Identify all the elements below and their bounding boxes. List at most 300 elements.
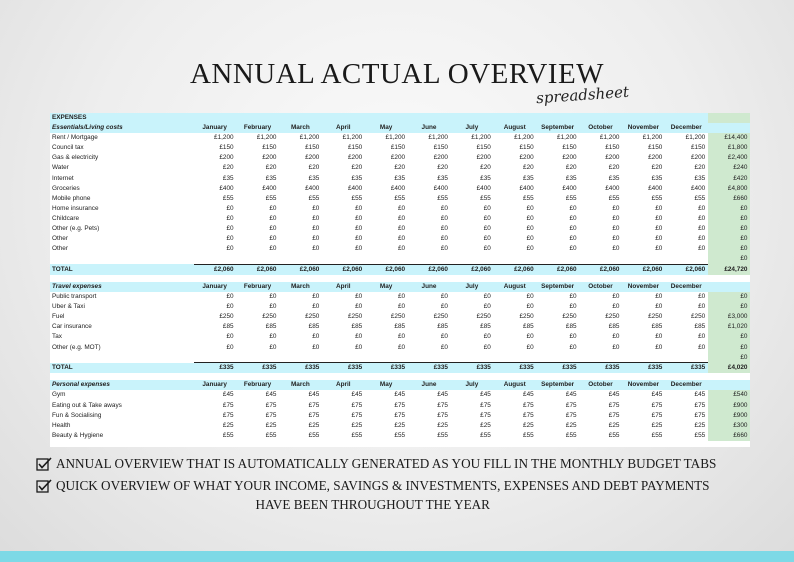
value-cell[interactable]: £25	[480, 421, 491, 429]
value-cell[interactable]: £0	[269, 204, 277, 212]
value-cell[interactable]: £75	[694, 401, 706, 409]
value-cell[interactable]: £1,200	[557, 134, 577, 142]
value-cell[interactable]: £0	[483, 225, 491, 233]
value-cell[interactable]: £0	[698, 214, 706, 222]
value-cell[interactable]: £25	[308, 421, 320, 429]
value-cell[interactable]: £35	[308, 174, 320, 182]
value-cell[interactable]: £0	[312, 303, 320, 311]
value-cell[interactable]: £0	[526, 293, 534, 301]
value-cell[interactable]: £25	[694, 421, 706, 429]
value-cell[interactable]: £20	[437, 164, 448, 172]
value-cell[interactable]: £75	[308, 411, 320, 419]
value-cell[interactable]: £150	[305, 144, 320, 152]
value-cell[interactable]: £0	[397, 333, 406, 341]
value-cell[interactable]: £20	[308, 164, 320, 172]
value-cell[interactable]: £250	[648, 313, 663, 321]
value-cell[interactable]: £20	[394, 164, 406, 172]
value-cell[interactable]: £0	[569, 303, 577, 311]
value-cell[interactable]: £55	[480, 194, 491, 202]
value-cell[interactable]: £0	[440, 214, 448, 222]
value-cell[interactable]: £0	[269, 293, 277, 301]
value-cell[interactable]	[365, 353, 408, 363]
value-cell[interactable]: £35	[394, 174, 406, 182]
value-cell[interactable]: £55	[437, 194, 448, 202]
value-cell[interactable]: £0	[355, 245, 363, 253]
value-cell[interactable]: £0	[612, 245, 620, 253]
value-cell[interactable]: £200	[390, 154, 406, 162]
value-cell[interactable]	[194, 254, 237, 264]
value-cell[interactable]: £400	[219, 184, 234, 192]
value-cell[interactable]	[451, 353, 494, 363]
value-cell[interactable]: £0	[698, 245, 706, 253]
value-cell[interactable]: £85	[394, 323, 406, 331]
value-cell[interactable]	[580, 254, 623, 264]
value-cell[interactable]: £150	[648, 144, 663, 152]
value-cell[interactable]: £0	[612, 333, 620, 341]
value-cell[interactable]: £35	[694, 174, 706, 182]
value-cell[interactable]: £1,200	[599, 134, 620, 142]
value-cell[interactable]: £0	[312, 293, 320, 301]
value-cell[interactable]: £150	[347, 144, 363, 152]
value-cell[interactable]: £0	[483, 214, 491, 222]
value-cell[interactable]: £0	[269, 225, 277, 233]
value-cell[interactable]: £75	[480, 401, 491, 409]
value-cell[interactable]: £75	[523, 411, 534, 419]
value-cell[interactable]: £200	[519, 154, 534, 162]
value-cell[interactable]: £0	[312, 204, 320, 212]
value-cell[interactable]: £75	[222, 411, 234, 419]
value-cell[interactable]: £85	[222, 323, 234, 331]
value-cell[interactable]: £250	[433, 313, 448, 321]
value-cell[interactable]: £35	[437, 174, 448, 182]
value-cell[interactable]: £55	[351, 194, 363, 202]
value-cell[interactable]: £35	[608, 174, 620, 182]
value-cell[interactable]: £0	[397, 343, 406, 351]
value-cell[interactable]	[322, 353, 365, 363]
value-cell[interactable]: £0	[312, 214, 320, 222]
value-cell[interactable]: £200	[219, 154, 234, 162]
value-cell[interactable]: £0	[569, 333, 577, 341]
value-cell[interactable]: £75	[437, 411, 448, 419]
value-cell[interactable]: £0	[397, 293, 406, 301]
value-cell[interactable]: £0	[612, 293, 620, 301]
value-cell[interactable]: £250	[476, 313, 491, 321]
value-cell[interactable]	[322, 254, 365, 264]
value-cell[interactable]: £85	[351, 323, 363, 331]
value-cell[interactable]: £25	[222, 421, 234, 429]
value-cell[interactable]: £0	[612, 235, 620, 243]
value-cell[interactable]: £0	[226, 333, 234, 341]
value-cell[interactable]: £0	[612, 204, 620, 212]
value-cell[interactable]: £0	[269, 245, 277, 253]
value-cell[interactable]	[408, 353, 451, 363]
value-cell[interactable]: £0	[269, 214, 277, 222]
value-cell[interactable]: £55	[565, 194, 577, 202]
value-cell[interactable]: £55	[437, 431, 448, 439]
value-cell[interactable]: £35	[651, 174, 663, 182]
value-cell[interactable]: £35	[265, 174, 277, 182]
value-cell[interactable]: £0	[312, 333, 320, 341]
value-cell[interactable]: £75	[565, 401, 577, 409]
value-cell[interactable]: £1,200	[514, 134, 534, 142]
value-cell[interactable]: £55	[694, 194, 706, 202]
value-cell[interactable]	[237, 254, 280, 264]
value-cell[interactable]: £0	[397, 225, 406, 233]
value-cell[interactable]: £0	[440, 333, 448, 341]
value-cell[interactable]: £25	[265, 421, 277, 429]
value-cell[interactable]: £20	[351, 164, 363, 172]
value-cell[interactable]: £150	[219, 144, 234, 152]
value-cell[interactable]: £35	[480, 174, 491, 182]
value-cell[interactable]: £45	[480, 391, 491, 399]
value-cell[interactable]: £25	[565, 421, 577, 429]
value-cell[interactable]: £0	[612, 225, 620, 233]
value-cell[interactable]: £0	[312, 343, 320, 351]
value-cell[interactable]: £85	[694, 323, 706, 331]
value-cell[interactable]: £400	[347, 184, 363, 192]
value-cell[interactable]: £0	[655, 235, 663, 243]
value-cell[interactable]: £75	[565, 411, 577, 419]
value-cell[interactable]: £55	[608, 194, 620, 202]
value-cell[interactable]: £55	[222, 194, 234, 202]
value-cell[interactable]: £0	[226, 225, 234, 233]
value-cell[interactable]: £20	[523, 164, 534, 172]
value-cell[interactable]	[194, 353, 237, 363]
value-cell[interactable]	[408, 254, 451, 264]
value-cell[interactable]: £0	[355, 214, 363, 222]
value-cell[interactable]: £0	[397, 214, 406, 222]
value-cell[interactable]: £400	[476, 184, 491, 192]
value-cell[interactable]: £0	[226, 293, 234, 301]
value-cell[interactable]: £0	[483, 235, 491, 243]
value-cell[interactable]: £0	[526, 214, 534, 222]
value-cell[interactable]: £250	[305, 313, 320, 321]
value-cell[interactable]: £55	[308, 194, 320, 202]
value-cell[interactable]: £35	[351, 174, 363, 182]
value-cell[interactable]: £400	[519, 184, 534, 192]
value-cell[interactable]: £85	[608, 323, 620, 331]
value-cell[interactable]: £150	[690, 144, 706, 152]
value-cell[interactable]: £150	[476, 144, 491, 152]
value-cell[interactable]: £55	[694, 431, 706, 439]
value-cell[interactable]	[279, 254, 322, 264]
value-cell[interactable]: £1,200	[342, 134, 363, 142]
value-cell[interactable]: £0	[526, 235, 534, 243]
value-cell[interactable]: £75	[351, 411, 363, 419]
value-cell[interactable]: £0	[569, 343, 577, 351]
value-cell[interactable]: £0	[483, 204, 491, 212]
value-cell[interactable]: £200	[562, 154, 577, 162]
value-cell[interactable]: £200	[433, 154, 448, 162]
value-cell[interactable]: £250	[262, 313, 277, 321]
value-cell[interactable]: £20	[565, 164, 577, 172]
value-cell[interactable]: £0	[355, 343, 363, 351]
value-cell[interactable]: £25	[437, 421, 448, 429]
value-cell[interactable]: £150	[519, 144, 534, 152]
value-cell[interactable]: £20	[265, 164, 277, 172]
value-cell[interactable]	[279, 353, 322, 363]
value-cell[interactable]: £0	[698, 225, 706, 233]
value-cell[interactable]: £0	[698, 333, 706, 341]
value-cell[interactable]: £55	[351, 431, 363, 439]
value-cell[interactable]: £20	[608, 164, 620, 172]
value-cell[interactable]: £200	[690, 154, 706, 162]
value-cell[interactable]: £0	[440, 303, 448, 311]
value-cell[interactable]: £0	[355, 333, 363, 341]
value-cell[interactable]: £55	[565, 431, 577, 439]
value-cell[interactable]: £0	[612, 214, 620, 222]
value-cell[interactable]: £0	[440, 343, 448, 351]
value-cell[interactable]: £0	[483, 343, 491, 351]
value-cell[interactable]: £0	[269, 333, 277, 341]
value-cell[interactable]: £25	[394, 421, 406, 429]
value-cell[interactable]: £75	[523, 401, 534, 409]
value-cell[interactable]: £20	[480, 164, 491, 172]
value-cell[interactable]: £85	[480, 323, 491, 331]
value-cell[interactable]: £75	[394, 411, 406, 419]
value-cell[interactable]: £25	[351, 421, 363, 429]
value-cell[interactable]: £0	[698, 303, 706, 311]
value-cell[interactable]: £55	[608, 431, 620, 439]
value-cell[interactable]	[237, 353, 280, 363]
value-cell[interactable]: £75	[480, 411, 491, 419]
value-cell[interactable]: £150	[562, 144, 577, 152]
value-cell[interactable]: £1,200	[685, 134, 706, 142]
value-cell[interactable]: £20	[222, 164, 234, 172]
value-cell[interactable]: £200	[605, 154, 620, 162]
value-cell[interactable]: £0	[526, 343, 534, 351]
value-cell[interactable]	[622, 254, 665, 264]
value-cell[interactable]: £400	[690, 184, 706, 192]
value-cell[interactable]: £0	[655, 333, 663, 341]
value-cell[interactable]: £75	[265, 401, 277, 409]
value-cell[interactable]: £0	[698, 235, 706, 243]
value-cell[interactable]: £75	[351, 401, 363, 409]
value-cell[interactable]: £0	[655, 245, 663, 253]
value-cell[interactable]: £85	[523, 323, 534, 331]
value-cell[interactable]: £55	[394, 431, 406, 439]
value-cell[interactable]	[665, 254, 708, 264]
value-cell[interactable]: £0	[483, 293, 491, 301]
value-cell[interactable]: £45	[651, 391, 663, 399]
value-cell[interactable]: £0	[440, 204, 448, 212]
value-cell[interactable]: £75	[437, 401, 448, 409]
value-cell[interactable]: £0	[569, 245, 577, 253]
value-cell[interactable]: £0	[397, 303, 406, 311]
value-cell[interactable]: £0	[698, 293, 706, 301]
value-cell[interactable]: £75	[651, 411, 663, 419]
value-cell[interactable]: £0	[440, 235, 448, 243]
value-cell[interactable]: £55	[265, 431, 277, 439]
value-cell[interactable]: £45	[565, 391, 577, 399]
value-cell[interactable]: £1,200	[299, 134, 320, 142]
value-cell[interactable]: £400	[262, 184, 277, 192]
value-cell[interactable]: £200	[347, 154, 363, 162]
value-cell[interactable]: £0	[612, 343, 620, 351]
value-cell[interactable]: £0	[698, 204, 706, 212]
value-cell[interactable]: £250	[219, 313, 234, 321]
value-cell[interactable]: £200	[305, 154, 320, 162]
value-cell[interactable]: £250	[390, 313, 406, 321]
value-cell[interactable]: £250	[690, 313, 706, 321]
value-cell[interactable]: £55	[394, 194, 406, 202]
value-cell[interactable]: £0	[655, 214, 663, 222]
value-cell[interactable]: £25	[651, 421, 663, 429]
value-cell[interactable]: £0	[226, 214, 234, 222]
value-cell[interactable]: £45	[523, 391, 534, 399]
value-cell[interactable]: £75	[265, 411, 277, 419]
value-cell[interactable]: £75	[222, 401, 234, 409]
value-cell[interactable]: £0	[569, 204, 577, 212]
value-cell[interactable]: £75	[608, 401, 620, 409]
value-cell[interactable]: £250	[562, 313, 577, 321]
value-cell[interactable]	[537, 254, 580, 264]
value-cell[interactable]: £200	[476, 154, 491, 162]
value-cell[interactable]: £0	[526, 303, 534, 311]
value-cell[interactable]: £0	[397, 235, 406, 243]
value-cell[interactable]: £0	[226, 343, 234, 351]
value-cell[interactable]: £400	[605, 184, 620, 192]
value-cell[interactable]	[665, 353, 708, 363]
value-cell[interactable]	[494, 353, 537, 363]
value-cell[interactable]: £0	[569, 225, 577, 233]
value-cell[interactable]: £0	[526, 225, 534, 233]
value-cell[interactable]: £35	[222, 174, 234, 182]
value-cell[interactable]: £0	[655, 225, 663, 233]
value-cell[interactable]: £0	[698, 343, 706, 351]
value-cell[interactable]: £45	[394, 391, 406, 399]
value-cell[interactable]	[580, 353, 623, 363]
value-cell[interactable]: £150	[262, 144, 277, 152]
value-cell[interactable]: £55	[651, 431, 663, 439]
value-cell[interactable]	[494, 254, 537, 264]
value-cell[interactable]: £55	[480, 431, 491, 439]
value-cell[interactable]: £0	[269, 303, 277, 311]
value-cell[interactable]: £200	[648, 154, 663, 162]
value-cell[interactable]: £20	[694, 164, 706, 172]
value-cell[interactable]: £1,200	[428, 134, 448, 142]
value-cell[interactable]: £0	[226, 235, 234, 243]
value-cell[interactable]: £25	[523, 421, 534, 429]
value-cell[interactable]: £35	[523, 174, 534, 182]
value-cell[interactable]: £0	[483, 303, 491, 311]
value-cell[interactable]	[537, 353, 580, 363]
value-cell[interactable]: £0	[312, 225, 320, 233]
value-cell[interactable]: £0	[269, 343, 277, 351]
value-cell[interactable]: £85	[565, 323, 577, 331]
value-cell[interactable]: £1,200	[214, 134, 234, 142]
value-cell[interactable]: £400	[648, 184, 663, 192]
value-cell[interactable]: £0	[312, 235, 320, 243]
value-cell[interactable]: £1,200	[642, 134, 663, 142]
value-cell[interactable]: £0	[397, 245, 406, 253]
value-cell[interactable]: £20	[651, 164, 663, 172]
value-cell[interactable]: £400	[562, 184, 577, 192]
value-cell[interactable]: £0	[355, 303, 363, 311]
value-cell[interactable]: £0	[526, 245, 534, 253]
value-cell[interactable]: £75	[608, 411, 620, 419]
value-cell[interactable]: £75	[308, 401, 320, 409]
value-cell[interactable]: £75	[651, 401, 663, 409]
value-cell[interactable]: £85	[308, 323, 320, 331]
value-cell[interactable]: £0	[655, 343, 663, 351]
value-cell[interactable]: £55	[651, 194, 663, 202]
value-cell[interactable]: £85	[265, 323, 277, 331]
value-cell[interactable]: £55	[523, 194, 534, 202]
value-cell[interactable]: £0	[483, 245, 491, 253]
value-cell[interactable]	[365, 254, 408, 264]
value-cell[interactable]: £150	[390, 144, 406, 152]
value-cell[interactable]: £0	[355, 235, 363, 243]
value-cell[interactable]: £45	[308, 391, 320, 399]
value-cell[interactable]: £0	[569, 235, 577, 243]
value-cell[interactable]: £55	[265, 194, 277, 202]
value-cell[interactable]: £0	[569, 214, 577, 222]
value-cell[interactable]: £0	[526, 204, 534, 212]
value-cell[interactable]: £0	[269, 235, 277, 243]
value-cell[interactable]: £85	[651, 323, 663, 331]
value-cell[interactable]: £0	[440, 293, 448, 301]
value-cell[interactable]: £0	[312, 245, 320, 253]
spreadsheet[interactable]	[50, 113, 750, 447]
value-cell[interactable]: £0	[226, 204, 234, 212]
value-cell[interactable]: £0	[526, 333, 534, 341]
value-cell[interactable]: £45	[265, 391, 277, 399]
value-cell[interactable]: £75	[694, 411, 706, 419]
value-cell[interactable]: £45	[222, 391, 234, 399]
value-cell[interactable]: £45	[351, 391, 363, 399]
value-cell[interactable]: £1,200	[471, 134, 491, 142]
value-cell[interactable]: £75	[394, 401, 406, 409]
value-cell[interactable]: £45	[694, 391, 706, 399]
value-cell[interactable]: £0	[440, 245, 448, 253]
value-cell[interactable]: £45	[437, 391, 448, 399]
value-cell[interactable]: £0	[483, 333, 491, 341]
value-cell[interactable]: £0	[355, 225, 363, 233]
value-cell[interactable]: £85	[437, 323, 448, 331]
value-cell[interactable]: £250	[519, 313, 534, 321]
value-cell[interactable]: £400	[390, 184, 406, 192]
value-cell[interactable]: £0	[355, 293, 363, 301]
value-cell[interactable]: £200	[262, 154, 277, 162]
value-cell[interactable]: £0	[397, 204, 406, 212]
value-cell[interactable]: £25	[608, 421, 620, 429]
value-cell[interactable]	[451, 254, 494, 264]
value-cell[interactable]: £0	[655, 204, 663, 212]
value-cell[interactable]: £400	[305, 184, 320, 192]
value-cell[interactable]: £0	[569, 293, 577, 301]
value-cell[interactable]: £55	[523, 431, 534, 439]
value-cell[interactable]: £35	[565, 174, 577, 182]
value-cell[interactable]: £45	[608, 391, 620, 399]
value-cell[interactable]: £150	[605, 144, 620, 152]
value-cell[interactable]: £0	[612, 303, 620, 311]
value-cell[interactable]: £250	[347, 313, 363, 321]
value-cell[interactable]: £1,200	[256, 134, 277, 142]
value-cell[interactable]: £0	[355, 204, 363, 212]
value-cell[interactable]: £150	[433, 144, 448, 152]
value-cell[interactable]: £0	[655, 293, 663, 301]
value-cell[interactable]: £55	[308, 431, 320, 439]
value-cell[interactable]: £0	[226, 245, 234, 253]
value-cell[interactable]: £250	[605, 313, 620, 321]
value-cell[interactable]: £0	[440, 225, 448, 233]
value-cell[interactable]: £55	[222, 431, 234, 439]
value-cell[interactable]: £0	[226, 303, 234, 311]
value-cell[interactable]: £1,200	[385, 134, 406, 142]
value-cell[interactable]	[622, 353, 665, 363]
value-cell[interactable]: £400	[433, 184, 448, 192]
